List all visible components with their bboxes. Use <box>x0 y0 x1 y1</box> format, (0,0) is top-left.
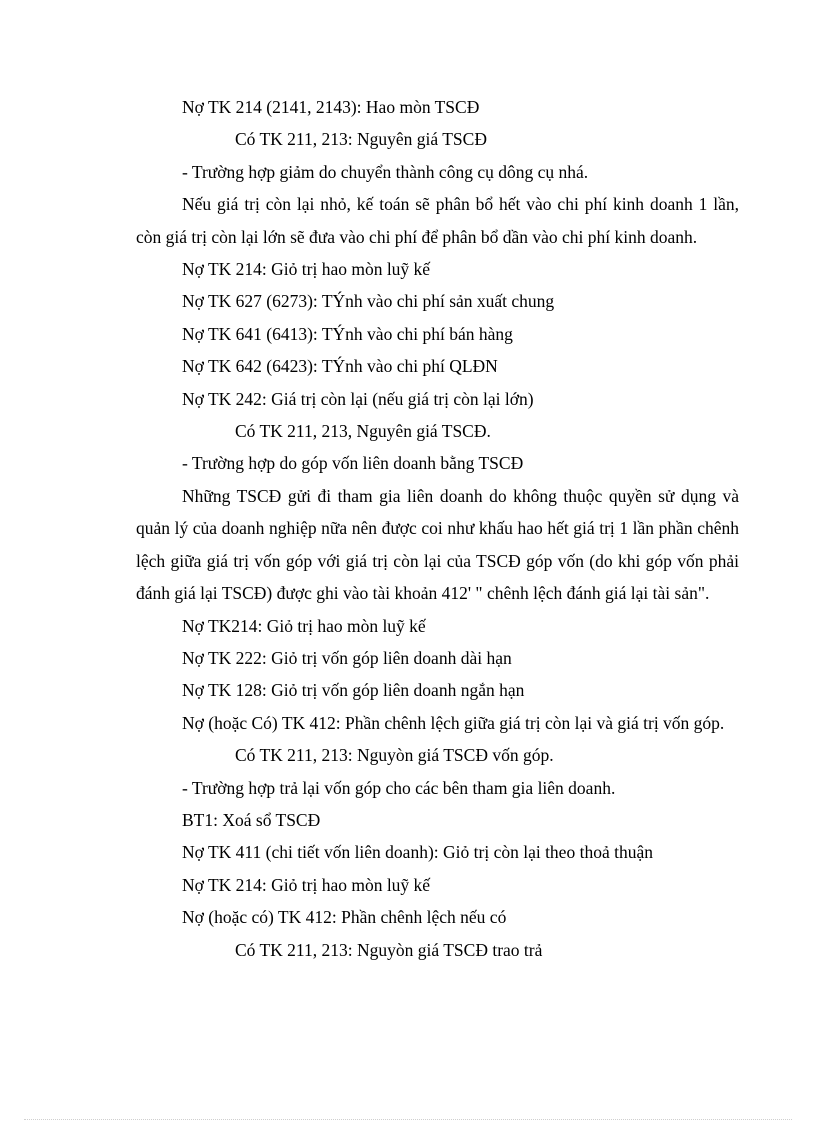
text-line: - Trường hợp giảm do chuyển thành công cụ dông cụ nhá. <box>182 161 589 182</box>
text-line: Có TK 211, 213: Nguyòn giá TSCĐ trao trả <box>235 939 543 960</box>
text-line: Nợ TK 242: Giá trị còn lại (nếu giá trị còn lại lớn) <box>182 388 534 409</box>
text-line: Nợ TK 214: Giỏ trị hao mòn luỹ kế <box>182 259 431 280</box>
text-line: Nợ TK 642 (6423): TÝnh vào chi phí QLĐN <box>182 356 498 377</box>
document-body <box>136 91 739 966</box>
text-line: Có TK 211, 213, Nguyên giá TSCĐ. <box>235 421 491 442</box>
text-line: Nợ TK 627 (6273): TÝnh vào chi phí sản xuất chung <box>182 291 555 312</box>
text-line: - Trường hợp trả lại vốn góp cho các bên tham gia liên doanh. <box>182 777 616 798</box>
text-line: Nợ TK214: Giỏ trị hao mòn luỹ kế <box>182 615 426 636</box>
text-line: Nợ (hoặc Có) TK 412: Phần chênh lệch giữa giá trị còn lại và giá trị vốn góp. <box>182 712 725 733</box>
text-line: Nợ (hoặc có) TK 412: Phần chênh lệch nếu có <box>182 907 507 928</box>
page-bottom-border <box>24 1119 792 1120</box>
text-line: - Trường hợp do góp vốn liên doanh bằng TSCĐ <box>182 453 524 474</box>
text-line: BT1: Xoá sổ TSCĐ <box>182 809 321 830</box>
text-line: Nợ TK 214: Giỏ trị hao mòn luỹ kế <box>182 874 431 895</box>
text-line: Nợ TK 641 (6413): TÝnh vào chi phí bán hàng <box>182 323 513 344</box>
text-line: Có TK 211, 213: Nguyòn giá TSCĐ vốn góp. <box>235 745 554 766</box>
text-line: Nợ TK 128: Giỏ trị vốn góp liên doanh ngắn hạn <box>182 680 525 701</box>
paragraph: Những TSCĐ gửi đi tham gia liên doanh do không thuộc quyền sử dụng và quản lý của doanh nghiệp nữa nên được coi như khấu hao hết giá trị 1 lần phần chênh lệch giữa giá trị vốn góp với giá trị còn lại của TSCĐ góp vốn (do khi góp vốn phải đánh giá lại TSCĐ) được ghi vào tài khoản 412' " chênh lệch đánh giá lại tài sản". <box>136 485 739 604</box>
text-line: Có TK 211, 213: Nguyên giá TSCĐ <box>235 129 487 150</box>
text-line: Nợ TK 411 (chi tiết vốn liên doanh): Giỏ trị còn lại theo thoả thuận <box>182 842 653 863</box>
text-line: Nợ TK 214 (2141, 2143): Hao mòn TSCĐ <box>182 97 480 117</box>
paragraph: Nếu giá trị còn lại nhỏ, kế toán sẽ phân bổ hết vào chi phí kinh doanh 1 lần, còn giá trị còn lại lớn sẽ đưa vào chi phí để phân bổ dần vào chi phí kinh doanh. <box>136 194 739 247</box>
text-line: Nợ TK 222: Giỏ trị vốn góp liên doanh dài hạn <box>182 647 512 668</box>
